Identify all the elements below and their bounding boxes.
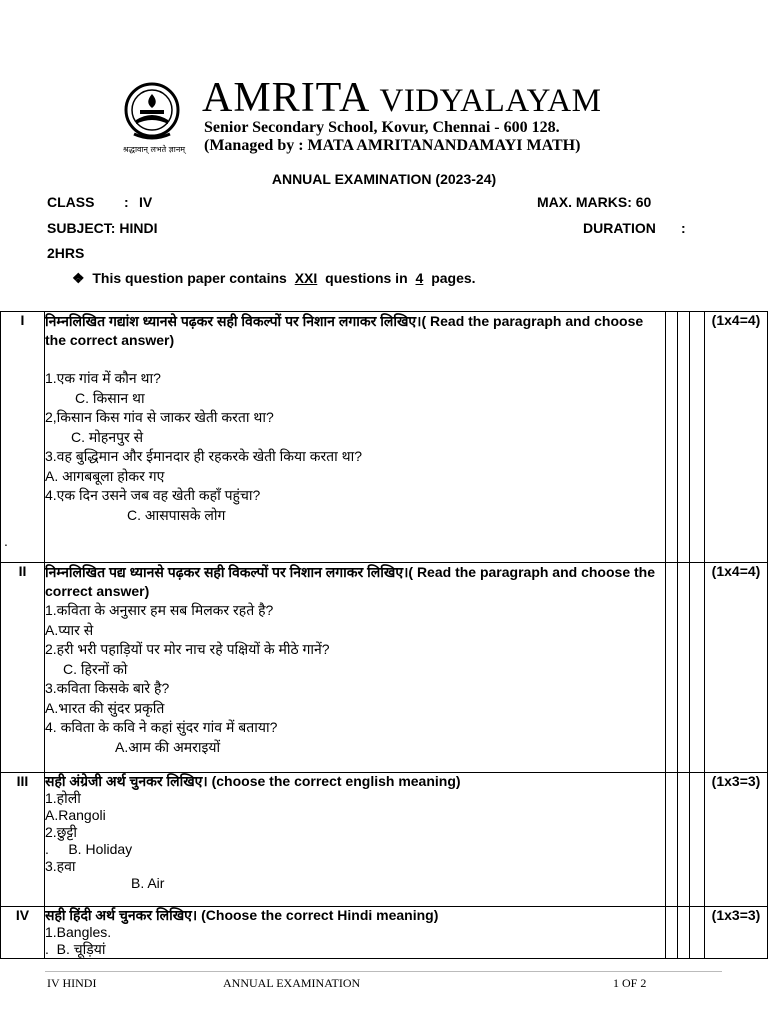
question-body <box>45 563 666 773</box>
subject: SUBJECT: HINDI <box>47 220 158 236</box>
marks-cell: (1x3=3) <box>705 907 768 959</box>
list-item: C. हिरनों को <box>63 660 128 677</box>
marks-cell: (1x4=4) <box>705 563 768 773</box>
footer-center: ANNUAL EXAMINATION <box>223 976 361 990</box>
duration-label: DURATION <box>583 220 656 236</box>
question-number: III <box>1 773 45 907</box>
list-item: C. मोहनपुर से <box>71 428 144 445</box>
logo-motto: श्रद्धावान् लभते ज्ञानम् <box>122 145 186 154</box>
marks-cell: (1x4=4) <box>705 312 768 563</box>
question-heading-hindi: सही हिंदी अर्थ चुनकर लिखिए। <box>45 907 198 923</box>
question-heading <box>45 907 665 924</box>
duration-value: 2HRS <box>47 245 85 261</box>
footer-page: 1 OF 2 <box>613 976 647 990</box>
list-item: 4. कविता के कवि ने कहां सुंदर गांव में बताया? <box>45 719 278 735</box>
school-address: Senior Secondary School, Kovur, Chennai - 600 128. <box>204 119 560 136</box>
exam-title: ANNUAL EXAMINATION (2023-24) <box>271 171 497 187</box>
question-body <box>45 773 666 907</box>
blank-cell <box>666 773 678 907</box>
question-number: IV <box>1 907 45 959</box>
question-row <box>1 312 768 563</box>
question-body <box>45 312 666 563</box>
school-name-vidyalayam: VIDYALAYAM <box>379 83 602 119</box>
note-question-count: XXI <box>294 270 318 286</box>
list-item: 1.होली <box>45 790 81 806</box>
class-label: CLASS <box>47 194 95 210</box>
list-item: C. किसान था <box>75 389 145 406</box>
footer-left: IV HINDI <box>47 976 97 990</box>
note-page-count: 4 <box>415 270 424 286</box>
question-heading-english: ( Read the paragraph and choose the correct answer) <box>45 313 644 348</box>
question-heading-english: (Choose the correct Hindi meaning) <box>201 907 439 923</box>
list-item: 1.कविता के अनुसार हम सब मिलकर रहते है? <box>45 602 274 618</box>
list-item: 2.हरी भरी पहाड़ियों पर मोर नाच रहे पक्षियों के मीठे गानें? <box>45 641 330 657</box>
blank-cell <box>690 312 705 563</box>
list-item: 4.एक दिन उसने जब वह खेती कहाँ पहुंचा? <box>45 487 261 503</box>
school-name-amrita: AMRITA <box>202 75 368 121</box>
question-row <box>1 907 768 959</box>
list-item: . B. चूड़ियां <box>45 941 106 957</box>
question-heading-hindi: सही अंग्रेजी अर्थ चुनकर लिखिए। <box>45 773 208 789</box>
footer-divider <box>45 971 722 972</box>
max-marks: MAX. MARKS: 60 <box>537 194 652 210</box>
duration-sep: : <box>681 220 686 236</box>
question-heading <box>45 563 665 601</box>
list-item: 2,किसान किस गांव से जाकर खेती करता था? <box>45 409 274 425</box>
question-number: I <box>1 312 45 563</box>
list-item: 3.वह बुद्धिमान और ईमानदार ही रहकरके खेती किया करता था? <box>45 448 363 464</box>
paper-note <box>72 270 476 287</box>
class-value: IV <box>139 194 153 210</box>
note-middle: questions in <box>325 270 408 286</box>
list-item: 1.Bangles. <box>45 924 112 940</box>
class-sep: : <box>124 194 129 210</box>
blank-cell <box>678 312 690 563</box>
question-heading-english: ( Read the paragraph and choose the correct answer) <box>45 564 655 599</box>
stray-dot: . <box>4 533 8 549</box>
question-heading-hindi: निम्नलिखित गद्यांश ध्यानसे पढ़कर सही विकल्पों पर निशान लगाकर लिखिए। <box>45 313 422 329</box>
question-heading <box>45 773 665 790</box>
list-item: A.भारत की सुंदर प्रकृति <box>45 699 165 716</box>
list-item: 3.कविता किसके बारे है? <box>45 680 170 696</box>
blank-cell <box>678 773 690 907</box>
blank-cell <box>690 907 705 959</box>
question-heading-english: (choose the correct english meaning) <box>211 773 461 789</box>
question-heading <box>45 312 665 350</box>
list-item: 1.एक गांव में कौन था? <box>45 370 161 386</box>
question-heading-hindi: निम्नलिखित पद्य ध्यानसे पढ़कर सही विकल्पों पर निशान लगाकर लिखिए। <box>45 564 409 580</box>
list-item: A. आगबबूला होकर गए <box>45 467 165 484</box>
blank-cell <box>666 907 678 959</box>
school-name <box>202 74 601 125</box>
school-logo <box>116 80 188 152</box>
blank-cell <box>666 312 678 563</box>
list-item: . B. Holiday <box>45 841 133 857</box>
list-item: A.प्यार से <box>45 621 94 638</box>
managed-by: (Managed by : MATA AMRITANANDAMAYI MATH) <box>204 137 581 154</box>
note-prefix: This question paper contains <box>92 270 287 286</box>
list-item: B. Air <box>131 875 165 891</box>
list-item: 3.हवा <box>45 858 76 874</box>
question-number: II <box>1 563 45 773</box>
list-item: A.Rangoli <box>45 807 106 823</box>
list-item: A.आम की अमराइयों <box>115 738 221 755</box>
blank-cell <box>690 773 705 907</box>
marks-cell: (1x3=3) <box>705 773 768 907</box>
question-row <box>1 563 768 773</box>
diamond-bullet-icon: ❖ <box>72 270 85 286</box>
question-row <box>1 773 768 907</box>
question-body <box>45 907 666 959</box>
question-table <box>0 311 768 959</box>
blank-cell <box>678 563 690 773</box>
list-item: C. आसपासके लोग <box>127 506 226 523</box>
list-item: 2.छुट्टी <box>45 824 77 840</box>
blank-cell <box>666 563 678 773</box>
blank-cell <box>690 563 705 773</box>
blank-cell <box>678 907 690 959</box>
note-suffix: pages. <box>431 270 476 286</box>
